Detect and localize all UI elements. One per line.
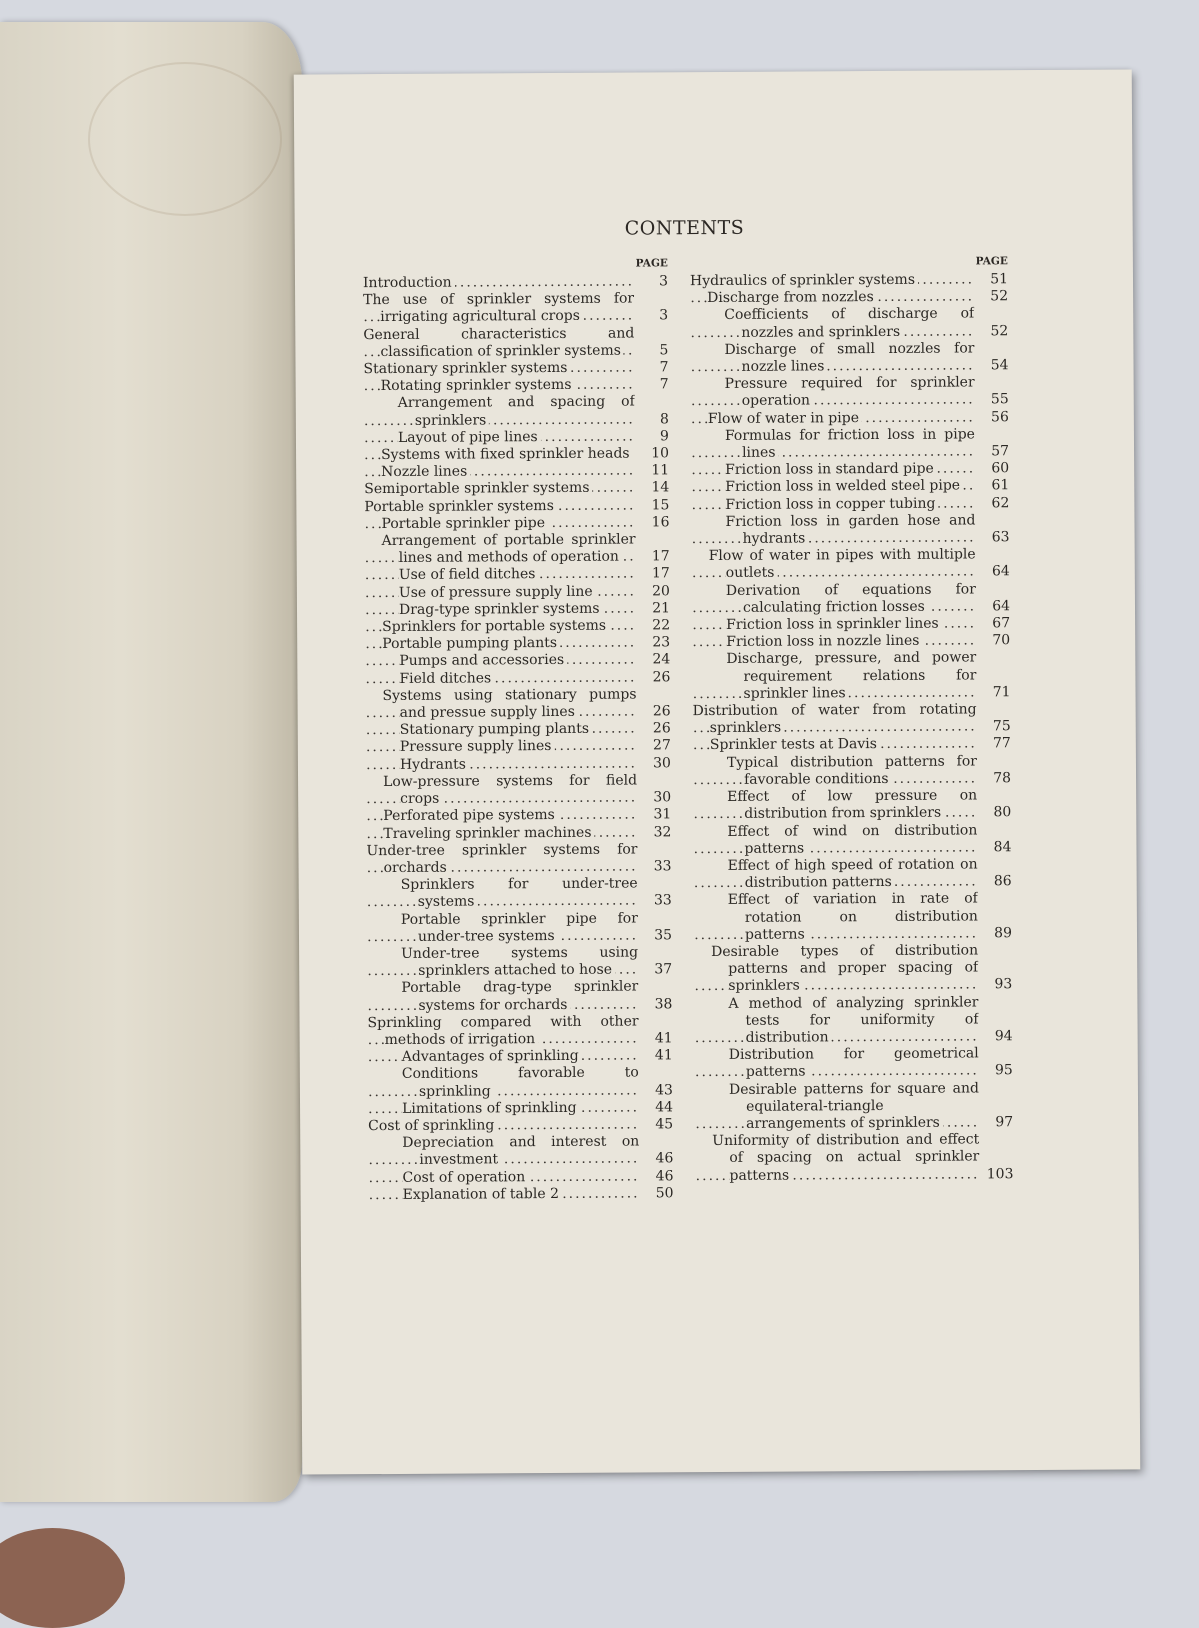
- toc-page-number: 38: [654, 995, 673, 1012]
- toc-entry-label: [366, 841, 637, 877]
- toc-entry: [367, 875, 672, 911]
- toc-entry-text: The use of sprinkler systems for irrigating agricultural crops: [363, 290, 635, 326]
- toc-entry-text: Explanation of table 2: [403, 1186, 562, 1203]
- toc-page-number: 32: [653, 823, 672, 840]
- toc-entry-text: Friction loss in standard pipe: [725, 461, 937, 478]
- toc-entry-label: [365, 686, 636, 722]
- toc-entry: [365, 566, 670, 585]
- toc-entry: [366, 755, 671, 774]
- toc-entry: [365, 635, 670, 654]
- toc-entry: [690, 306, 1008, 342]
- toc-page-number: 89: [994, 924, 1013, 942]
- toc-entry-text: Advantages of sprinkling: [402, 1048, 582, 1065]
- toc-entry-text: Friction loss in garden hose and hydrants: [725, 512, 976, 547]
- toc-entry-text: Flow of water in pipes with multiple outlets: [708, 546, 976, 582]
- toc-entry-text: Formulas for friction loss in pipe lines: [724, 426, 975, 461]
- toc-page-number: 80: [993, 804, 1012, 821]
- toc-entry-label: [366, 772, 637, 808]
- toc-entry-text: Introduction: [363, 275, 455, 292]
- toc-entry-label: [364, 497, 635, 516]
- toc-page-number: 22: [652, 617, 671, 634]
- toc-entry: [365, 617, 670, 636]
- toc-entry-text: Stationary sprinkler systems: [363, 360, 570, 377]
- toc-list: [690, 271, 1014, 1185]
- toc-entry-label: [694, 891, 978, 944]
- toc-entry: [691, 374, 1009, 410]
- toc-page-number: 45: [655, 1116, 674, 1133]
- toc-entry-label: [692, 547, 976, 583]
- toc-entry-label: [693, 753, 977, 789]
- toc-entry-label: [363, 360, 634, 379]
- toc-entry-label: [364, 514, 635, 533]
- toc-page-number: 93: [994, 976, 1013, 993]
- toc-page-number: 23: [652, 634, 671, 651]
- toc-page-number: 46: [655, 1167, 674, 1184]
- toc-entry: [692, 581, 1010, 617]
- toc-entry: [367, 979, 672, 1015]
- toc-entry-text: Pressure required for sprinkler operation: [724, 374, 975, 410]
- toc-page-number: 31: [653, 806, 672, 823]
- toc-page-number: 9: [659, 428, 669, 445]
- toc-page-number: 57: [991, 443, 1010, 460]
- toc-page-number: 7: [659, 376, 669, 393]
- toc-entry-text: Uniformity of distribution and effect of spacing on actual sprinkler patterns: [712, 1131, 980, 1184]
- toc-entry: [692, 650, 1010, 704]
- toc-entry-label: [690, 289, 974, 308]
- toc-entry: [691, 426, 1009, 462]
- toc-entry: [691, 409, 1009, 428]
- toc-page-number: 11: [651, 462, 670, 479]
- toc-page-number: 26: [652, 720, 671, 737]
- toc-entry-text: Nozzle lines: [381, 464, 470, 481]
- page-column-heading: PAGE: [975, 255, 1008, 268]
- toc-page-number: 30: [653, 754, 671, 772]
- toc-entry-label: [366, 755, 637, 774]
- toc-entry-text: Hydraulics of sprinkler systems: [690, 272, 918, 289]
- toc-entry-label: [367, 944, 638, 980]
- toc-entry-label: [695, 1046, 979, 1082]
- toc-entry-text: Portable drag-type sprinkler systems for orchards: [401, 978, 639, 1014]
- toc-entry: [363, 290, 668, 326]
- toc-entry-text: Friction loss in sprinkler lines: [726, 616, 942, 633]
- left-page: [0, 22, 302, 1502]
- toc-page-number: 41: [654, 1047, 673, 1064]
- toc-entry-label: [693, 701, 977, 737]
- toc-entry: [695, 1080, 1013, 1134]
- toc-entry: [366, 807, 671, 826]
- toc-entry-label: [363, 291, 634, 327]
- toc-entry-label: [695, 1132, 979, 1185]
- toc-page-number: 14: [651, 479, 670, 496]
- toc-entry-label: [693, 736, 977, 755]
- toc-entry: [364, 428, 669, 447]
- toc-entry-text: Derivation of equations for calculating friction losses: [725, 581, 976, 616]
- toc-page-number: 56: [990, 408, 1009, 425]
- toc-entry: [691, 512, 1009, 548]
- toc-page-number: 54: [990, 357, 1009, 374]
- toc-entry: [365, 669, 670, 688]
- toc-entry: [364, 445, 669, 464]
- toc-entry-text: Conditions favorable to sprinkling: [401, 1064, 639, 1100]
- toc-entry-label: [691, 512, 975, 548]
- toc-entry-label: [368, 1048, 639, 1067]
- toc-entry-text: Distribution for geometrical patterns: [728, 1045, 979, 1081]
- toc-entry: [693, 753, 1011, 789]
- toc-entry: [693, 701, 1011, 737]
- toc-entry: [364, 394, 669, 430]
- toc-entry: [691, 495, 1009, 514]
- toc-entry-label: [691, 495, 975, 514]
- toc-entry: [363, 359, 668, 378]
- toc-entry-label: [694, 994, 978, 1047]
- toc-entry-label: [365, 583, 636, 602]
- toc-entry: [365, 686, 670, 722]
- toc-entry: [369, 1185, 674, 1204]
- toc-page-number: 24: [652, 651, 671, 668]
- toc-entry-label: [368, 1099, 639, 1118]
- toc-entry-text: Sprinkling compared with other methods of irrigation: [367, 1013, 639, 1048]
- toc-entry-text: Discharge from nozzles: [707, 289, 877, 306]
- toc-entry-label: [693, 822, 977, 858]
- toc-entry: [368, 1116, 673, 1135]
- toc-entry-text: Effect of variation in rate of rotation on distribution patterns: [727, 890, 978, 943]
- toc-entry-text: A method of analyzing sprinkler tests for uniformity of distribution: [728, 993, 979, 1046]
- toc-entry-text: Limitations of sprinkling: [402, 1100, 580, 1117]
- toc-page-number: 78: [993, 770, 1012, 787]
- toc-entry-text: Desirable patterns for square and equilateral-triangle arrangements of sprinklers: [728, 1079, 979, 1132]
- toc-page-number: 60: [991, 460, 1010, 477]
- toc-page-number: 21: [652, 600, 671, 617]
- toc-entry: [365, 583, 670, 602]
- toc-entry: [693, 736, 1011, 755]
- toc-page-number: 84: [993, 838, 1012, 856]
- toc-page-number: 86: [993, 873, 1012, 890]
- toc-page-number: 97: [995, 1114, 1014, 1131]
- toc-page-number: 37: [654, 961, 673, 978]
- toc-list: [363, 273, 674, 1204]
- contents-column-left: [363, 256, 674, 1204]
- toc-page-number: 61: [991, 477, 1010, 494]
- toc-entry-label: [365, 600, 636, 619]
- toc-entry: [691, 478, 1009, 497]
- toc-entry-label: [367, 1013, 638, 1049]
- toc-page-number: 52: [990, 288, 1009, 305]
- toc-entry-label: [364, 463, 635, 482]
- toc-page-number: 64: [992, 598, 1011, 615]
- toc-entry: [692, 546, 1010, 582]
- toc-entry-label: [365, 635, 636, 654]
- toc-entry-text: Portable pumping plants: [382, 635, 560, 652]
- toc-page-number: 30: [653, 789, 672, 806]
- toc-entry: [690, 288, 1008, 307]
- toc-entry-text: Use of field ditches: [399, 567, 539, 584]
- toc-page-number: 62: [991, 494, 1010, 511]
- toc-entry: [368, 1047, 673, 1066]
- toc-entry-text: Pumps and accessories: [399, 652, 567, 669]
- toc-page-number: 17: [651, 565, 670, 582]
- toc-entry-text: Depreciation and interest on investment: [402, 1133, 640, 1169]
- toc-entry-label: [694, 942, 978, 995]
- toc-entry: [693, 822, 1011, 858]
- toc-entry: [366, 738, 671, 757]
- toc-entry-text: Effect of low pressure on distribution from sprinklers: [727, 787, 978, 823]
- toc-entry-text: Friction loss in copper tubing: [725, 495, 938, 512]
- toc-entry-text: Perforated pipe systems: [383, 807, 558, 824]
- toc-entry-label: [691, 409, 975, 428]
- page-title: CONTENTS: [624, 216, 745, 240]
- toc-entry-text: Coefficients of discharge of nozzles and sprinklers: [724, 305, 975, 341]
- toc-entry-text: Use of pressure supply line: [399, 583, 596, 600]
- toc-entry: [691, 460, 1009, 479]
- toc-entry-label: [367, 910, 638, 946]
- toc-entry-label: [691, 375, 975, 411]
- toc-entry: [365, 652, 670, 671]
- toc-entry-text: Desirable types of distribution patterns and proper spacing of sprinklers: [711, 942, 979, 995]
- toc-page-number: 20: [652, 582, 670, 600]
- toc-page-number: 46: [655, 1150, 674, 1167]
- toc-entry-label: [694, 856, 978, 892]
- toc-entry-label: [365, 566, 636, 585]
- toc-entry-label: [368, 1065, 639, 1101]
- toc-page-number: 64: [991, 563, 1010, 580]
- toc-page-number: 77: [992, 735, 1011, 752]
- toc-entry-label: [364, 428, 635, 447]
- toc-entry-text: Pressure supply lines: [400, 738, 555, 755]
- contents-page: [294, 69, 1141, 1474]
- toc-entry: [695, 1131, 1013, 1185]
- toc-entry: [694, 891, 1012, 945]
- toc-page-number: 10: [651, 445, 670, 462]
- toc-entry: [692, 632, 1010, 651]
- toc-entry: [367, 910, 672, 946]
- toc-entry: [368, 1168, 673, 1187]
- toc-entry-label: [365, 669, 636, 688]
- toc-entry-text: Arrangement of portable sprinkler lines and methods of operation: [381, 531, 636, 567]
- toc-entry: [363, 273, 668, 292]
- toc-entry-text: Stationary pumping plants: [400, 721, 592, 738]
- toc-entry-text: Discharge of small nozzles for nozzle lines: [724, 340, 975, 375]
- toc-entry: [364, 463, 669, 482]
- toc-entry-text: Field ditches: [399, 670, 494, 687]
- toc-entry: [364, 480, 669, 499]
- toc-entry-label: [690, 340, 974, 376]
- toc-entry-text: Drag-type sprinkler systems: [399, 601, 603, 618]
- toc-entry-label: [365, 652, 636, 671]
- toc-page-number: 7: [659, 359, 669, 376]
- toc-entry-label: [366, 807, 637, 826]
- toc-entry-label: [363, 273, 634, 292]
- toc-entry-text: Traveling sprinkler machines: [383, 824, 594, 841]
- toc-page-number: 8: [659, 410, 669, 427]
- toc-entry-text: Sprinklers for under-tree systems: [400, 875, 638, 911]
- toc-page-number: 35: [654, 926, 673, 944]
- toc-entry-text: Layout of pipe lines: [398, 429, 541, 446]
- toc-page-number: 33: [653, 892, 672, 909]
- page-column-heading: PAGE: [635, 257, 668, 270]
- toc-entry-label: [363, 325, 634, 361]
- toc-page-number: 44: [655, 1099, 674, 1116]
- toc-entry-text: Portable sprinkler systems: [364, 498, 557, 515]
- toc-entry-label: [368, 1116, 639, 1135]
- toc-page-number: 43: [655, 1081, 673, 1098]
- toc-entry-label: [690, 306, 974, 342]
- toc-entry-text: Under-tree systems using sprinklers attached to hose: [401, 944, 639, 979]
- toc-entry-text: Low-pressure systems for field crops: [383, 772, 638, 808]
- toc-entry-label: [692, 650, 976, 703]
- toc-entry-text: General characteristics and classification of sprinkler systems: [363, 325, 635, 360]
- toc-entry: [366, 841, 671, 877]
- toc-entry-text: Sprinklers for portable systems: [382, 618, 609, 635]
- toc-page-number: 63: [991, 529, 1010, 546]
- toc-page-number: 94: [994, 1028, 1013, 1045]
- toc-entry-text: Distribution of water from rotating sprinklers: [692, 701, 977, 737]
- toc-page-number: 75: [992, 718, 1011, 735]
- toc-page-number: 17: [651, 548, 670, 565]
- toc-entry: [693, 787, 1011, 823]
- toc-entry: [368, 1099, 673, 1118]
- toc-entry-text: Friction loss in nozzle lines: [726, 633, 922, 650]
- toc-entry-label: [693, 788, 977, 824]
- toc-entry: [364, 514, 669, 533]
- toc-entry-label: [364, 446, 635, 465]
- toc-page-number: 26: [652, 668, 671, 686]
- toc-entry-text: Systems with fixed sprinkler heads: [381, 446, 633, 464]
- toc-entry-label: [366, 721, 637, 740]
- toc-entry: [692, 615, 1010, 634]
- toc-entry: [690, 271, 1008, 290]
- toc-entry-text: Semiportable sprinkler systems: [364, 480, 592, 497]
- toc-entry-label: [367, 979, 638, 1015]
- toc-page-number: 103: [986, 1165, 1014, 1182]
- toc-page-number: 71: [992, 684, 1011, 701]
- toc-entry-text: Typical distribution patterns for favorable conditions: [726, 753, 977, 788]
- toc-entry-text: Systems using stationary pumps and pressue supply lines: [382, 686, 637, 722]
- toc-entry-label: [366, 738, 637, 757]
- toc-entry: [365, 531, 670, 567]
- toc-entry-label: [692, 633, 976, 652]
- toc-entry-label: [364, 394, 635, 430]
- toc-page-number: 70: [992, 632, 1011, 649]
- toc-entry: [365, 600, 670, 619]
- stain-mark: [88, 62, 282, 216]
- toc-page-number: 50: [655, 1185, 674, 1202]
- toc-entry-text: Effect of high speed of rotation on distribution patterns: [727, 856, 978, 891]
- toc-page-number: 67: [992, 615, 1011, 632]
- toc-entry: [695, 1045, 1013, 1081]
- toc-entry-label: [691, 461, 975, 480]
- toc-page-number: 15: [651, 496, 670, 514]
- toc-entry: [366, 824, 671, 843]
- toc-entry-text: Cost of sprinkling: [368, 1117, 497, 1134]
- toc-entry: [364, 497, 669, 516]
- toc-page-number: 41: [654, 1030, 673, 1047]
- toc-entry-label: [369, 1185, 640, 1204]
- toc-entry-text: Cost of operation: [402, 1169, 528, 1186]
- toc-entry-label: [692, 581, 976, 617]
- toc-entry: [368, 1065, 673, 1101]
- toc-entry: [368, 1133, 673, 1169]
- toc-entry-label: [364, 480, 635, 499]
- toc-entry: [366, 721, 671, 740]
- toc-entry-text: Flow of water in pipe: [708, 410, 862, 427]
- toc-entry-text: Arrangement and spacing of sprinklers: [397, 393, 635, 429]
- toc-entry-text: Friction loss in welded steel pipe: [725, 478, 963, 495]
- toc-entry: [367, 944, 672, 980]
- toc-page-number: 26: [652, 703, 671, 720]
- toc-entry-label: [695, 1080, 979, 1133]
- toc-entry: [367, 1013, 672, 1049]
- toc-page-number: 95: [994, 1062, 1013, 1079]
- toc-entry-label: [365, 618, 636, 637]
- toc-entry: [364, 377, 669, 396]
- toc-entry-label: [692, 615, 976, 634]
- toc-entry-text: Sprinkler tests at Davis: [710, 736, 880, 753]
- toc-page-number: 5: [659, 342, 669, 359]
- toc-entry: [366, 772, 671, 808]
- toc-entry-label: [368, 1134, 639, 1170]
- toc-page-number: 3: [659, 273, 669, 290]
- toc-entry-text: Under-tree sprinkler systems for orchards: [366, 841, 638, 876]
- toc-entry: [694, 856, 1012, 892]
- toc-entry: [694, 942, 1012, 996]
- toc-entry-label: [366, 824, 637, 843]
- toc-entry-label: [367, 876, 638, 912]
- toc-entry-text: Rotating sprinkler systems: [381, 377, 575, 394]
- toc-page-number: 55: [990, 391, 1009, 408]
- toc-entry: [694, 994, 1012, 1048]
- toc-entry-label: [690, 271, 974, 290]
- toc-entry-label: [691, 478, 975, 497]
- toc-entry-text: Portable sprinkler pipe: [381, 515, 548, 532]
- toc-entry-text: Discharge, pressure, and power requirement relations for sprinkler lines: [726, 649, 977, 702]
- toc-entry-label: [365, 532, 636, 568]
- toc-entry-label: [368, 1168, 639, 1187]
- toc-entry-text: Hydrants: [400, 756, 469, 772]
- contents-column-right: [690, 254, 1014, 1185]
- toc-entry: [363, 325, 668, 361]
- toc-page-number: 51: [990, 271, 1009, 288]
- toc-page-number: 27: [652, 737, 671, 754]
- toc-page-number: 16: [651, 514, 670, 531]
- toc-entry-text: Effect of wind on distribution patterns: [727, 821, 978, 857]
- toc-entry-label: [691, 426, 975, 462]
- toc-page-number: 3: [659, 307, 669, 324]
- toc-page-number: 52: [990, 322, 1009, 339]
- toc-entry-text: Portable sprinkler pipe for under-tree systems: [400, 910, 638, 945]
- toc-entry: [690, 340, 1008, 376]
- toc-page-number: 33: [653, 858, 672, 875]
- toc-entry-label: [364, 377, 635, 396]
